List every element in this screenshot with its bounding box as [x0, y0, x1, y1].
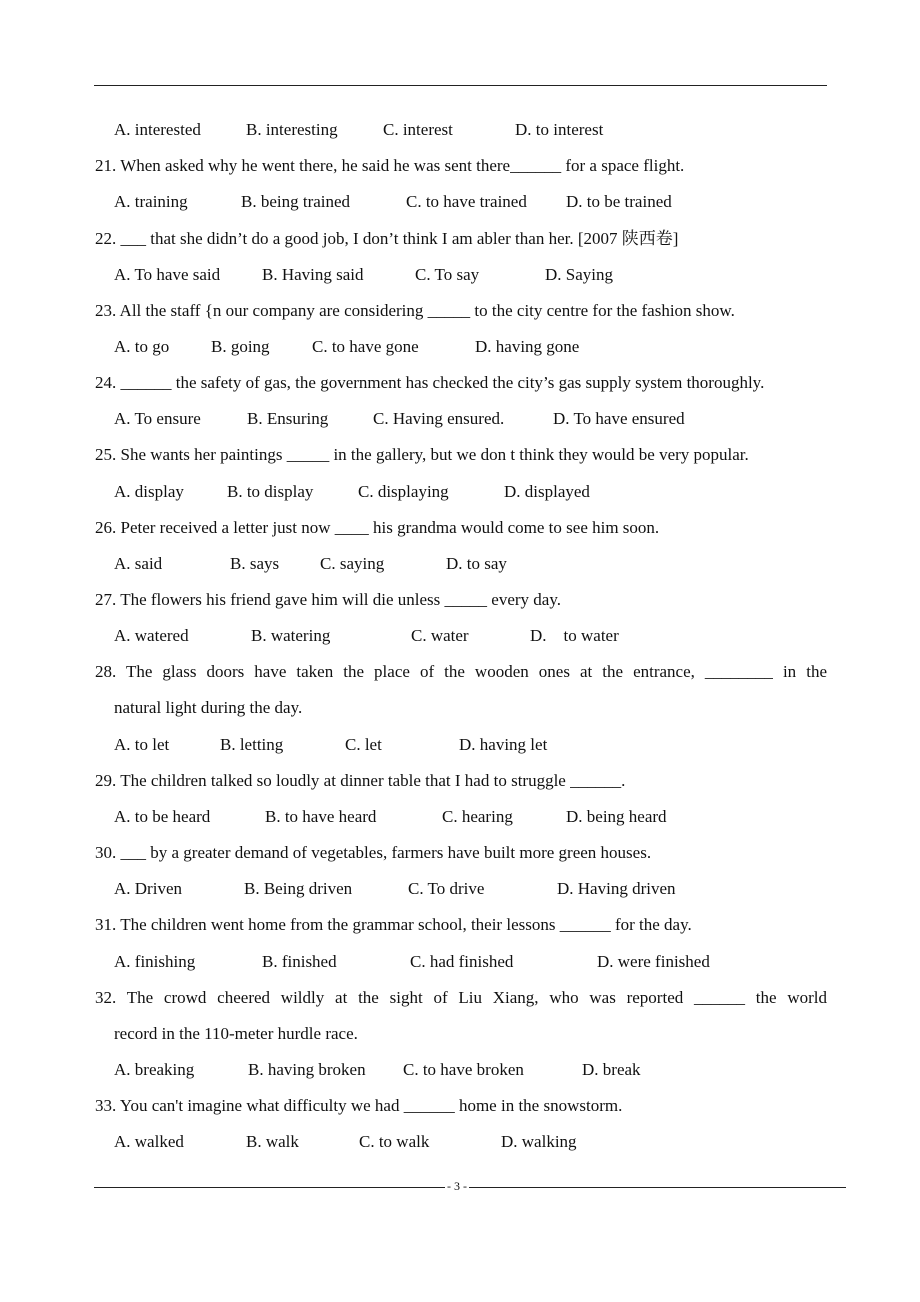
option-b: B. walk — [246, 1132, 299, 1151]
option-a: A. watered — [114, 626, 189, 645]
option-b: B. finished — [262, 952, 337, 971]
option-a: A. To ensure — [114, 409, 201, 428]
option-d: D. having let — [459, 735, 548, 754]
option-a: A. interested — [114, 120, 201, 139]
option-b: B. having broken — [248, 1060, 366, 1079]
option-a: A. Driven — [114, 879, 182, 898]
option-b: B. to display — [227, 482, 314, 501]
option-c: C. displaying — [358, 482, 449, 501]
question-stem: 23. All the staff {n our company are considering _____ to the city centre for the fashion show. — [95, 301, 735, 320]
question-stem: 27. The flowers his friend gave him will die unless _____ every day. — [95, 590, 561, 609]
option-d: D. Saying — [545, 265, 613, 284]
option-b: B. watering — [251, 626, 331, 645]
question-stem: 30. ___ by a greater demand of vegetables, farmers have built more green houses. — [95, 843, 652, 862]
option-c: C. To say — [415, 265, 480, 284]
option-a: A. To have said — [114, 265, 221, 284]
header-rule — [94, 85, 827, 86]
option-d: D. being heard — [566, 807, 667, 826]
option-b: B. Ensuring — [247, 409, 329, 428]
option-c: C. had finished — [410, 952, 514, 971]
option-b: B. letting — [220, 735, 284, 754]
option-b: B. interesting — [246, 120, 338, 139]
question-stem: 21. When asked why he went there, he said he was sent there______ for a space flight. — [95, 156, 685, 175]
question-stem: 24. ______ the safety of gas, the government has checked the city’s gas supply system thoroughly. — [95, 373, 765, 392]
option-a: A. training — [114, 192, 188, 211]
question-stem: 33. You can't imagine what difficulty we had ______ home in the snowstorm. — [95, 1096, 623, 1115]
option-d: D. walking — [501, 1132, 577, 1151]
option-a: A. to go — [114, 337, 170, 356]
option-d: D. to interest — [515, 120, 604, 139]
option-a: A. display — [114, 482, 184, 501]
question-stem: 29. The children talked so loudly at dinner table that I had to struggle ______. — [95, 771, 626, 790]
option-a: A. walked — [114, 1132, 184, 1151]
option-d: D. Having driven — [557, 879, 676, 898]
option-c: C. Having ensured. — [373, 409, 505, 428]
option-b: B. says — [230, 554, 280, 573]
option-d: D. displayed — [504, 482, 590, 501]
option-c: C. interest — [383, 120, 453, 139]
question-stem-continuation: natural light during the day. — [114, 698, 303, 717]
question-stem: 31. The children went home from the grammar school, their lessons ______ for the day. — [95, 915, 692, 934]
option-c: C. to have broken — [403, 1060, 524, 1079]
option-c: C. to have gone — [312, 337, 419, 356]
option-c: C. hearing — [442, 807, 513, 826]
option-b: B. Having said — [262, 265, 364, 284]
option-d: D. to be trained — [566, 192, 672, 211]
question-stem: 25. She wants her paintings _____ in the gallery, but we don t think they would be very popular. — [95, 445, 749, 464]
question-stem: 26. Peter received a letter just now ____ his grandma would come to see him soon. — [95, 518, 660, 537]
option-b: B. being trained — [241, 192, 351, 211]
option-d: D. were finished — [597, 952, 710, 971]
footer-rule — [94, 1187, 846, 1188]
question-stem: 28. The glass doors have taken the place of the wooden ones at the entrance, ________ in the — [95, 662, 827, 681]
option-d: D. to say — [446, 554, 507, 573]
option-a: A. said — [114, 554, 163, 573]
question-stem: 22. ___ that she didn’t do a good job, I don’t think I am abler than her. [2007 陕西卷] — [95, 229, 679, 248]
option-c: C. to walk — [359, 1132, 430, 1151]
option-a: A. breaking — [114, 1060, 195, 1079]
option-a: A. to let — [114, 735, 170, 754]
option-c: C. to have trained — [406, 192, 527, 211]
option-d: D. break — [582, 1060, 641, 1079]
option-d: D. To have ensured — [553, 409, 685, 428]
option-d: D. having gone — [475, 337, 580, 356]
option-c: C. let — [345, 735, 382, 754]
option-d: D. to water — [530, 626, 619, 645]
option-a: A. to be heard — [114, 807, 211, 826]
option-c: C. saying — [320, 554, 385, 573]
question-stem-continuation: record in the 110-meter hurdle race. — [114, 1024, 358, 1043]
option-c: C. water — [411, 626, 469, 645]
option-b: B. to have heard — [265, 807, 377, 826]
option-c: C. To drive — [408, 879, 485, 898]
option-b: B. Being driven — [244, 879, 353, 898]
option-b: B. going — [211, 337, 270, 356]
page-number: - 3 - — [447, 1179, 467, 1193]
option-a: A. finishing — [114, 952, 196, 971]
question-stem: 32. The crowd cheered wildly at the sight of Liu Xiang, who was reported ______ the world — [95, 988, 827, 1007]
